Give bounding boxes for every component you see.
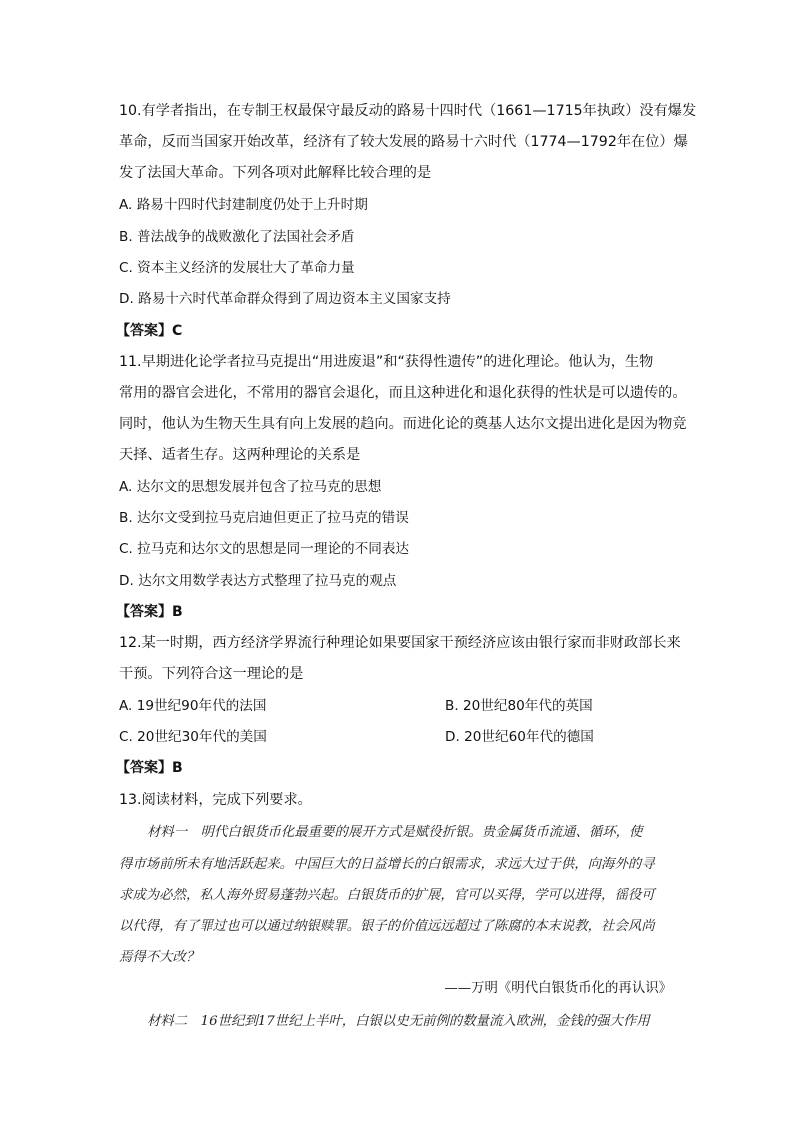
q10-option-c: C. 资本主义经济的发展壮大了革命力量	[119, 260, 355, 276]
q11-option-b: B. 达尔文受到拉马克启迪但更正了拉马克的错误	[119, 510, 409, 526]
q11-option-a: A. 达尔文的思想发展并包含了拉马克的思想	[119, 479, 382, 495]
q10-option-a: A. 路易十四时代封建制度仍处于上升时期	[119, 197, 368, 213]
q12-option-d: D. 20世纪60年代的德国	[445, 729, 594, 745]
q11-stem-line-2: 常用的器官会进化，不常用的器官会退化，而且这种进化和退化获得的性状是可以遗传的。	[119, 385, 687, 401]
q11-stem-line-1: 11.早期进化论学者拉马克提出“用进废退”和“获得性遗传”的进化理论。他认为，生物	[119, 354, 654, 370]
q10-stem-line-2: 革命，反而当国家开始改革，经济有了较大发展的路易十六时代（1774—1792年在位）爆	[119, 134, 688, 150]
q12-option-b: B. 20世纪80年代的英国	[445, 698, 593, 714]
material1-line-2: 得市场前所未有地活跃起来。中国巨大的日益增长的白银需求，求远大过于供，向海外的寻	[119, 857, 655, 872]
q10-option-b: B. 普法战争的战败激化了法国社会矛盾	[119, 229, 355, 245]
material1-line-1: 材料一 明代白银货币化最重要的展开方式是赋役折银。贵金属货币流通、循环，使	[147, 825, 643, 840]
q10-answer: 【答案】C	[116, 323, 183, 339]
q12-stem-line-1: 12.某一时期，西方经济学界流行种理论如果要国家干预经济应该由银行家而非财政部长来	[119, 635, 681, 651]
q11-option-c: C. 拉马克和达尔文的思想是同一理论的不同表达	[119, 541, 410, 557]
material1-line-5: 焉得不大改？	[119, 950, 200, 965]
q12-answer: 【答案】B	[116, 760, 183, 776]
material2-line-1: 材料二 16世纪到17世纪上半叶，白银以史无前例的数量流入欧洲，金钱的强大作用	[147, 1014, 650, 1029]
q10-option-d: D. 路易十六时代革命群众得到了周边资本主义国家支持	[119, 291, 451, 307]
q13-intro: 13.阅读材料，完成下列要求。	[119, 792, 312, 808]
material1-source: ——万明《明代白银货币化的再认识》	[444, 981, 672, 996]
q11-stem-line-3: 同时，他认为生物天生具有向上发展的趋向。而进化论的奠基人达尔文提出进化是因为物竞	[119, 416, 687, 432]
q11-answer: 【答案】B	[116, 604, 183, 620]
material1-line-4: 以代得，有了罪过也可以通过纳银赎罪。银子的价值远远超过了陈腐的本末说教，社会风尚	[119, 919, 655, 934]
q10-stem-line-3: 发了法国大革命。下列各项对此解释比较合理的是	[119, 165, 432, 181]
q11-stem-line-4: 天择、适者生存。这两种理论的关系是	[119, 447, 361, 463]
q11-option-d: D. 达尔文用数学表达方式整理了拉马克的观点	[119, 573, 397, 589]
q12-option-c: C. 20世纪30年代的美国	[119, 729, 267, 745]
q10-stem-line-1: 10.有学者指出，在专制王权最保守最反动的路易十四时代（1661—1715年执政）没有爆发	[119, 103, 697, 119]
material1-line-3: 求成为必然，私人海外贸易蓬勃兴起。白银货币的扩展，官可以买得，学可以进得，徭役可	[119, 888, 655, 903]
q12-stem-line-2: 干预。下列符合这一理论的是	[119, 666, 304, 682]
q12-option-a: A. 19世纪90年代的法国	[119, 698, 267, 714]
